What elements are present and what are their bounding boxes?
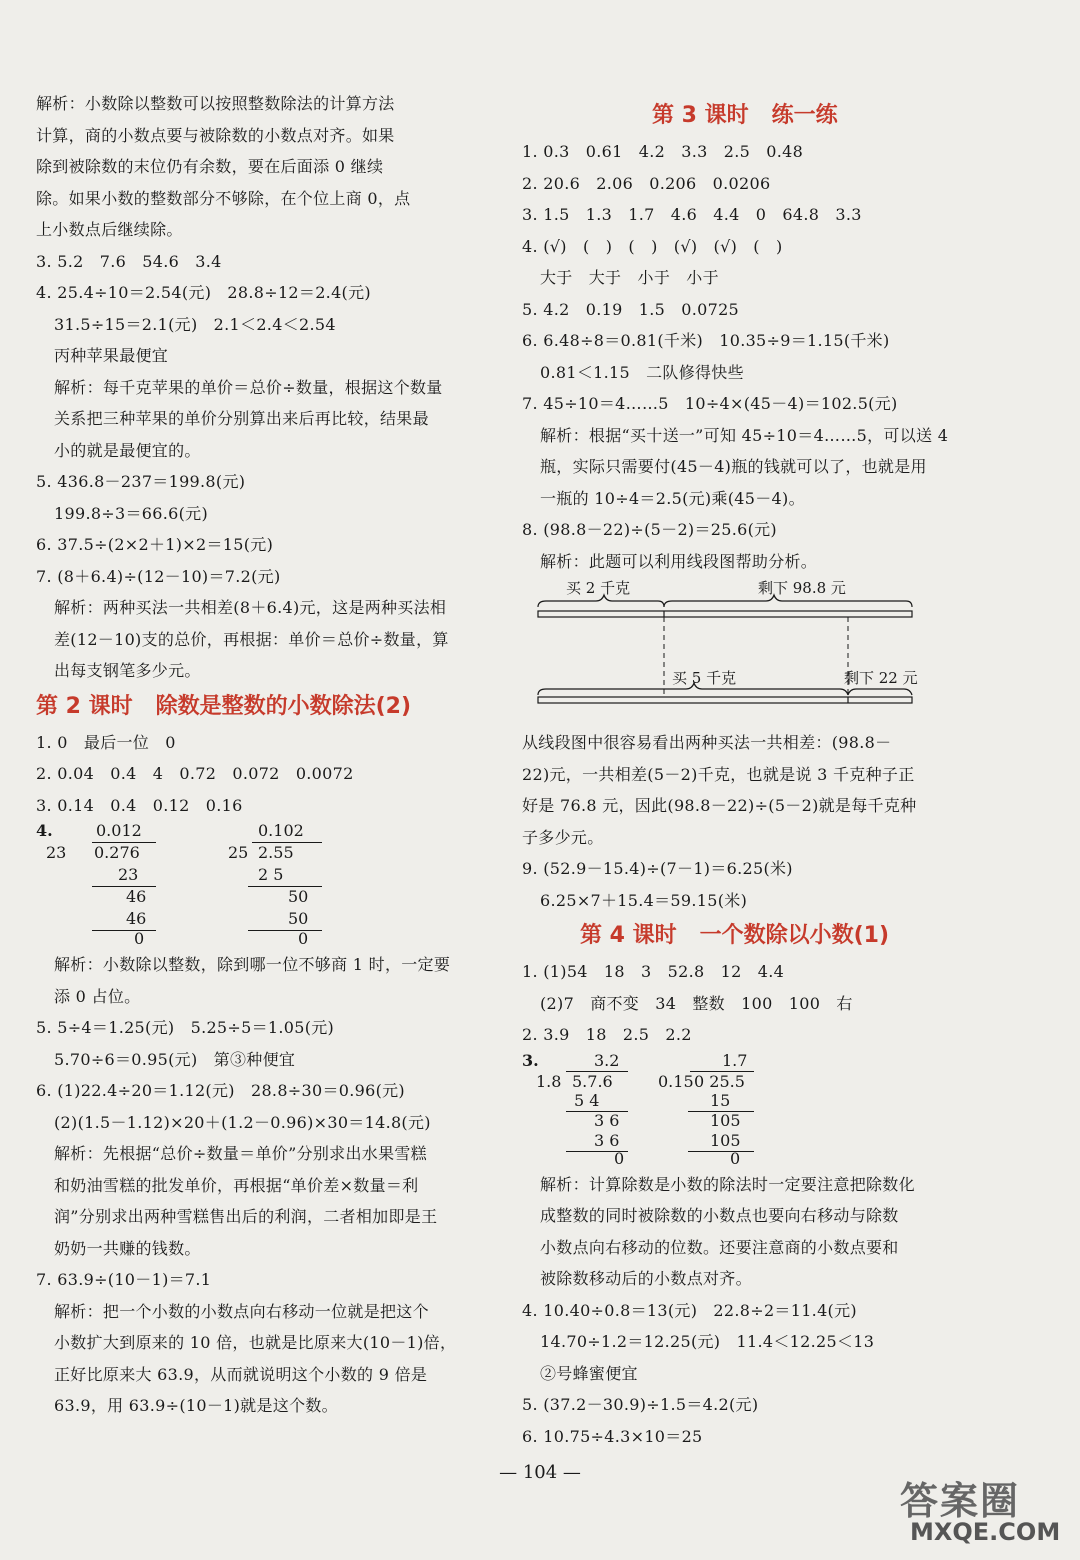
- analysis-line: 小数扩大到原来的 10 倍，也就是比原来大(10－1)倍，: [54, 1333, 457, 1352]
- analysis-line: 解析：先根据“总价÷数量＝单价”分别求出水果雪糕: [54, 1144, 427, 1163]
- division-rule: [688, 1151, 754, 1152]
- analysis-line: 解析：此题可以利用线段图帮助分析。: [540, 551, 818, 571]
- divisor: 0.15: [658, 1071, 694, 1091]
- answer-4: 4. (√) ( ) ( ) (√) (√) ( ): [522, 236, 783, 256]
- analysis-line: 添 0 占位。: [54, 986, 141, 1006]
- remainder: 0: [298, 929, 309, 948]
- answer-6: 6. 37.5÷(2×2＋1)×2＝15(元): [36, 535, 274, 554]
- remainder: 105: [710, 1110, 741, 1130]
- answer-2: 2. 3.9 18 2.5 2.2: [522, 1025, 692, 1044]
- remainder: 50: [288, 887, 309, 906]
- long-division-group: [36, 821, 516, 949]
- right-column: [522, 96, 1042, 1452]
- segment-label-buy2: 买 2 千克: [566, 579, 631, 597]
- analysis-line: 63.9，用 63.9÷(10－1)就是这个数。: [54, 1396, 338, 1415]
- question-number: 4.: [36, 821, 53, 840]
- answer-5: 5. 4.2 0.19 1.5 0.0725: [522, 299, 740, 319]
- answer-8: 8. (98.8－22)÷(5－2)＝25.6(元): [522, 520, 777, 539]
- text-line: 22)元，一共相差(5－2)千克，也就是说 3 千克种子正: [522, 764, 915, 784]
- remainder: 0: [614, 1148, 625, 1168]
- answer-6: 6. 6.48÷8＝0.81(千米) 10.35÷9＝1.15(千米): [522, 331, 890, 350]
- text-line: 大于 大于 小于 小于: [540, 268, 719, 287]
- lesson-4-heading: 第 4 课时 一个数除以小数(1): [580, 923, 890, 948]
- answer-7: 7. 63.9÷(10－1)＝7.1: [36, 1270, 212, 1289]
- answer-4: 4. 25.4÷10＝2.54(元) 28.8÷12＝2.4(元): [36, 283, 371, 302]
- analysis-line: 解析：计算除数是小数的除法时一定要注意把除数化: [540, 1174, 915, 1194]
- answer-3: 3. 0.14 0.4 0.12 0.16: [36, 795, 243, 815]
- analysis-line: 润”分别求出两种雪糕售出后的利润，二者相加即是王: [54, 1207, 438, 1226]
- segment-label-buy5: 买 5 千克: [672, 669, 737, 687]
- answer-1: 1. (1)54 18 3 52.8 12 4.4: [522, 962, 785, 981]
- answer-2: 2. 20.6 2.06 0.206 0.0206: [522, 173, 771, 193]
- subtract-value: 46: [126, 909, 147, 928]
- text-line: 计算，商的小数点要与被除数的小数点对齐。如果: [36, 125, 395, 145]
- division-rule: [92, 930, 156, 931]
- text-line: 14.70÷1.2＝12.25(元) 11.4＜12.25＜13: [540, 1332, 875, 1351]
- long-division-group: [522, 1051, 1042, 1169]
- answer-7: 7. 45÷10＝4……5 10÷4×(45－4)＝102.5(元): [522, 394, 898, 413]
- answer-9: 9. (52.9－15.4)÷(7－1)＝6.25(米): [522, 859, 793, 878]
- analysis-line: 解析：两种买法一共相差(8＋6.4)元，这是两种买法相: [54, 598, 447, 617]
- quotient: 0.012: [96, 821, 142, 840]
- answer-6: 6. (1)22.4÷20＝1.12(元) 28.8÷30＝0.96(元): [36, 1081, 405, 1100]
- analysis-line: 小的就是最便宜的。: [54, 440, 201, 460]
- divisor: 1.8: [536, 1071, 562, 1091]
- quotient: 1.7: [722, 1050, 748, 1070]
- subtract-value: 105: [710, 1130, 741, 1150]
- analysis-line: 差(12－10)支的总价，再根据：单价＝总价÷数量，算: [54, 629, 449, 649]
- subtract-value: 15: [710, 1090, 731, 1110]
- answer-4: 4. 10.40÷0.8＝13(元) 22.8÷2＝11.4(元): [522, 1300, 857, 1320]
- watermark-logo: [900, 1470, 1070, 1550]
- dividend: 2.55: [258, 843, 294, 862]
- answer-5: 5. 436.8－237＝199.8(元): [36, 472, 246, 491]
- text-line: 5.70÷6＝0.95(元) 第③种便宜: [54, 1049, 296, 1069]
- division-rule: [248, 886, 322, 887]
- text-line: 解析：小数除以整数可以按照整数除法的计算方法: [36, 94, 395, 113]
- answer-1: 1. 0 最后一位 0: [36, 732, 176, 752]
- analysis-line: 被除数移动后的小数点对齐。: [540, 1269, 752, 1288]
- analysis-line: 解析：小数除以整数，除到哪一位不够商 1 时，一定要: [54, 955, 451, 974]
- analysis-line: 出每支钢笔多少元。: [54, 661, 201, 680]
- answer-7: 7. (8＋6.4)÷(12－10)＝7.2(元): [36, 566, 281, 586]
- text-line: 子多少元。: [522, 827, 604, 847]
- diagram-lines: [536, 577, 936, 727]
- answer-6: 6. 10.75÷4.3×10＝25: [522, 1426, 703, 1446]
- divisor: 25: [228, 843, 249, 862]
- lesson-3-heading: 第 3 课时 练一练: [652, 103, 838, 128]
- answer-2: 2. 0.04 0.4 4 0.72 0.072 0.0072: [36, 764, 354, 783]
- analysis-line: 一瓶的 10÷4＝2.5(元)乘(45－4)。: [540, 488, 805, 508]
- analysis-line: 瓶，实际只需要付(45－4)瓶的钱就可以了，也就是用: [540, 457, 927, 476]
- analysis-line: 解析：把一个小数的小数点向右移动一位就是把这个: [54, 1301, 429, 1321]
- quotient: 3.2: [594, 1050, 620, 1070]
- answer-1: 1. 0.3 0.61 4.2 3.3 2.5 0.48: [522, 142, 804, 161]
- watermark-url: MXQE.COM: [910, 1518, 1061, 1546]
- segment-label-left98: 剩下 98.8 元: [758, 579, 846, 597]
- analysis-line: 和奶油雪糕的批发单价，再根据“单价差×数量＝利: [54, 1175, 419, 1195]
- answer-3: 3. 1.5 1.3 1.7 4.6 4.4 0 64.8 3.3: [522, 205, 862, 224]
- text-line: 31.5÷15＝2.1(元) 2.1＜2.4＜2.54: [54, 314, 336, 334]
- text-line: 丙种苹果最便宜: [54, 346, 169, 365]
- division-rule: [92, 886, 156, 887]
- remainder: 3 6: [594, 1110, 620, 1130]
- subtract-value: 50: [288, 909, 309, 928]
- text-line: 除。如果小数的整数部分不够除，在个位上商 0，点: [36, 188, 411, 208]
- text-line: (2)(1.5－1.12)×20＋(1.2－0.96)×30＝14.8(元): [54, 1112, 431, 1132]
- text-line: 好是 76.8 元，因此(98.8－22)÷(5－2)就是每千克种: [522, 796, 917, 815]
- analysis-line: 小数点向右移动的位数。还要注意商的小数点要和: [540, 1237, 899, 1257]
- analysis-line: 奶奶一共赚的钱数。: [54, 1238, 201, 1258]
- line-segment-diagram: [522, 577, 1042, 727]
- text-line: 6.25×7＋15.4＝59.15(米): [540, 890, 748, 910]
- dividend: 0 25.5: [694, 1071, 745, 1091]
- text-line: 除到被除数的末位仍有余数，要在后面添 0 继续: [36, 157, 384, 176]
- analysis-line: 正好比原来大 63.9，从而就说明这个小数的 9 倍是: [54, 1364, 428, 1384]
- divisor: 23: [46, 843, 67, 862]
- division-rule: [248, 930, 322, 931]
- text-line: 0.81＜1.15 二队修得快些: [540, 362, 744, 382]
- text-line: 上小数点后继续除。: [36, 220, 183, 239]
- remainder: 0: [134, 929, 145, 948]
- analysis-line: 解析：根据“买十送一”可知 45÷10＝4……5，可以送 4: [540, 425, 949, 445]
- subtract-value: 5 4: [574, 1090, 600, 1110]
- text-line: 199.8÷3＝66.6(元): [54, 503, 208, 523]
- lesson-2-heading: 第 2 课时 除数是整数的小数除法(2): [36, 693, 412, 719]
- left-column: [36, 88, 516, 1422]
- analysis-line: 成整数的同时被除数的小数点也要向右移动与除数: [540, 1206, 899, 1225]
- text-line: ②号蜂蜜便宜: [540, 1363, 638, 1383]
- answer-5: 5. (37.2－30.9)÷1.5＝4.2(元): [522, 1395, 759, 1414]
- remainder: 0: [730, 1148, 741, 1168]
- page-number: — 104 —: [499, 1462, 581, 1483]
- question-number: 3.: [522, 1050, 539, 1070]
- subtract-value: 2 5: [258, 865, 284, 884]
- text-line: (2)7 商不变 34 整数 100 100 右: [540, 993, 853, 1013]
- answer-5: 5. 5÷4＝1.25(元) 5.25÷5＝1.05(元): [36, 1018, 335, 1037]
- remainder: 46: [126, 887, 147, 906]
- segment-label-left22: 剩下 22 元: [844, 669, 918, 687]
- dividend: 5.7.6: [572, 1071, 613, 1091]
- subtract-value: 23: [118, 865, 139, 884]
- analysis-line: 解析：每千克苹果的单价＝总价÷数量，根据这个数量: [54, 377, 443, 397]
- subtract-value: 3 6: [594, 1130, 620, 1150]
- text-line: 从线段图中很容易看出两种买法一共相差：(98.8－: [522, 733, 892, 752]
- quotient: 0.102: [258, 821, 304, 840]
- answer-3: 3. 5.2 7.6 54.6 3.4: [36, 251, 222, 271]
- watermark-brand: 答案圈: [900, 1479, 1021, 1523]
- analysis-line: 关系把三种苹果的单价分别算出来后再比较，结果最: [54, 409, 429, 428]
- dividend: 0.276: [94, 843, 140, 862]
